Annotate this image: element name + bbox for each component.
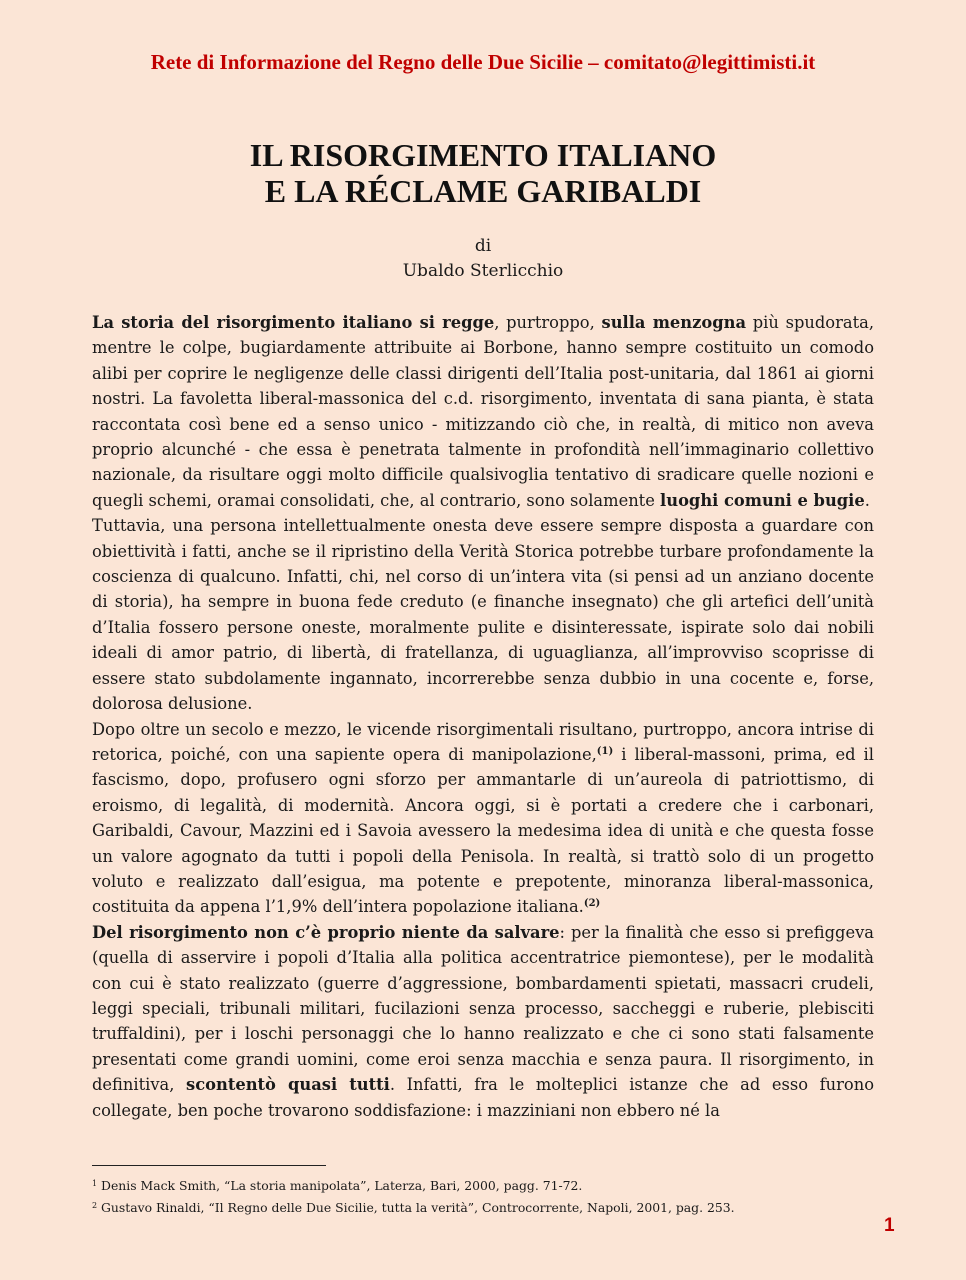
text-run: i liberal-massoni, prima, ed il fascismo, dopo, profusero ogni sforzo per ammantarle di un’aureola di patriottismo, di eroismo, di legalità, di modernità. Ancora oggi, si è portati a credere che i carbonari, Garibaldi, Cavour, Mazzini ed i Savoia avessero la medesima idea di unità e che questa fosse un valore agognato da tutti i popoli della Penisola. In realtà, si trattò solo di un progetto voluto e realizzato dall’esigua, ma potente e prepotente, minoranza liberal-massonica, costituita da appena l’1,9% dell’intera popolazione italiana. — [92, 744, 874, 917]
footnote-ref-2[interactable]: (2) — [583, 898, 601, 910]
page-header: Rete di Informazione del Regno delle Due Sicilie – comitato@legittimisti.it — [150, 50, 816, 74]
footnote-2 — [92, 1196, 874, 1218]
author-name: Ubaldo Sterlicchio — [402, 261, 564, 281]
byline-di: di — [474, 236, 492, 256]
text-run: . — [864, 490, 870, 510]
footnote-text: Gustavo Rinaldi, “Il Regno delle Due Sicilie, tutta la verità”, Controcorrente, Napoli, 2001, pag. 253. — [97, 1200, 735, 1215]
paragraph-3 — [92, 717, 874, 920]
text-run: . Infatti, fra le molteplici istanze che ad esso furono collegate, ben poche trovarono soddisfazione: i mazziniani non ebbero né la — [92, 1075, 875, 1120]
title-line-2: E LA RÉCLAME GARIBALDI — [264, 173, 702, 209]
page-number: 1 — [884, 1215, 895, 1236]
footnotes — [92, 1174, 874, 1218]
paragraph-4 — [92, 920, 874, 1123]
bold-phrase: scontentò quasi tutti — [186, 1075, 390, 1095]
document-title — [0, 137, 966, 209]
text-run: : per la finalità che esso si prefiggeva (quella di asservire i popoli d’Italia alla politica accentratrice piemontese), per le modalità con cui è stato realizzato (guerre d’aggressione, bombardamenti spietati, massacri crudeli, leggi speciali, tribunali militari, fucilazioni senza processo, saccheggi e ruberie, plebisciti truffaldini), per i loschi personaggi che lo hanno realizzato e che ci sono stati falsamente presentati come grandi uomini, come eroi senza macchia e senza paura. Il risorgimento, in definitiva, — [92, 922, 875, 1095]
byline — [0, 234, 966, 284]
footnote-text: Denis Mack Smith, “La storia manipolata”, Laterza, Bari, 2000, pagg. 71-72. — [97, 1178, 583, 1193]
paragraph-1 — [92, 310, 874, 513]
paragraph-2 — [92, 513, 874, 716]
footnote-ref-1[interactable]: (1) — [596, 745, 614, 757]
bold-phrase: luoghi comuni e bugie — [660, 490, 865, 510]
article-body — [92, 310, 874, 1123]
bold-phrase: sulla menzogna — [601, 313, 746, 332]
footnote-1 — [92, 1174, 874, 1196]
bold-phrase: Del risorgimento non c’è proprio niente da salvare — [92, 922, 560, 942]
title-line-1: IL RISORGIMENTO ITALIANO — [249, 137, 717, 173]
footnote-separator — [92, 1165, 326, 1166]
footnote-number: 1 — [92, 1179, 98, 1188]
text-run: più spudorata, mentre le colpe, bugiardamente attribuite ai Borbone, hanno sempre costituito un comodo alibi per coprire le negligenze delle classi dirigenti dell’Italia post-unitaria, dal 1861 ai giorni nostri. La favoletta liberal-massonica del c.d. risorgimento, inventata di sana pianta, è stata raccontata così bene ed a senso unico - mitizzando ciò che, in realtà, di mitico non aveva proprio alcunché - che essa è penetrata talmente in profondità nell’immaginario collettivo nazionale, da risultare oggi molto difficile qualsivoglia tentativo di sradicare quelle nozioni e quegli schemi, oramai consolidati, che, al contrario, sono solamente — [92, 313, 875, 510]
text-run: , purtroppo, — [494, 313, 602, 332]
bold-phrase: La storia del risorgimento italiano si regge — [92, 313, 495, 332]
footnote-number: 2 — [92, 1201, 98, 1210]
text-run: Tuttavia, una persona intellettualmente onesta deve essere sempre disposta a guardare con obiettività i fatti, anche se il ripristino della Verità Storica potrebbe turbare profondamente la coscienza di qualcuno. Infatti, chi, nel corso di un’intera vita (si pensi ad un anziano docente di storia), ha sempre in buona fede creduto (e finanche insegnato) che gli artefici dell’unità d’Italia fossero persone oneste, moralmente pulite e disinteressate, ispirate solo dai nobili ideali di amor patrio, di libertà, di fratellanza, di uguaglianza, all’improvviso scoprisse di essere stato subdolamente ingannato, incorrerebbe senza dubbio in una cocente e, forse, dolorosa delusione. — [92, 516, 874, 714]
text-run: Dopo oltre un secolo e mezzo, le vicende risorgimentali risultano, purtroppo, ancora intrise di retorica, poiché, con una sapiente opera di manipolazione, — [92, 719, 874, 764]
